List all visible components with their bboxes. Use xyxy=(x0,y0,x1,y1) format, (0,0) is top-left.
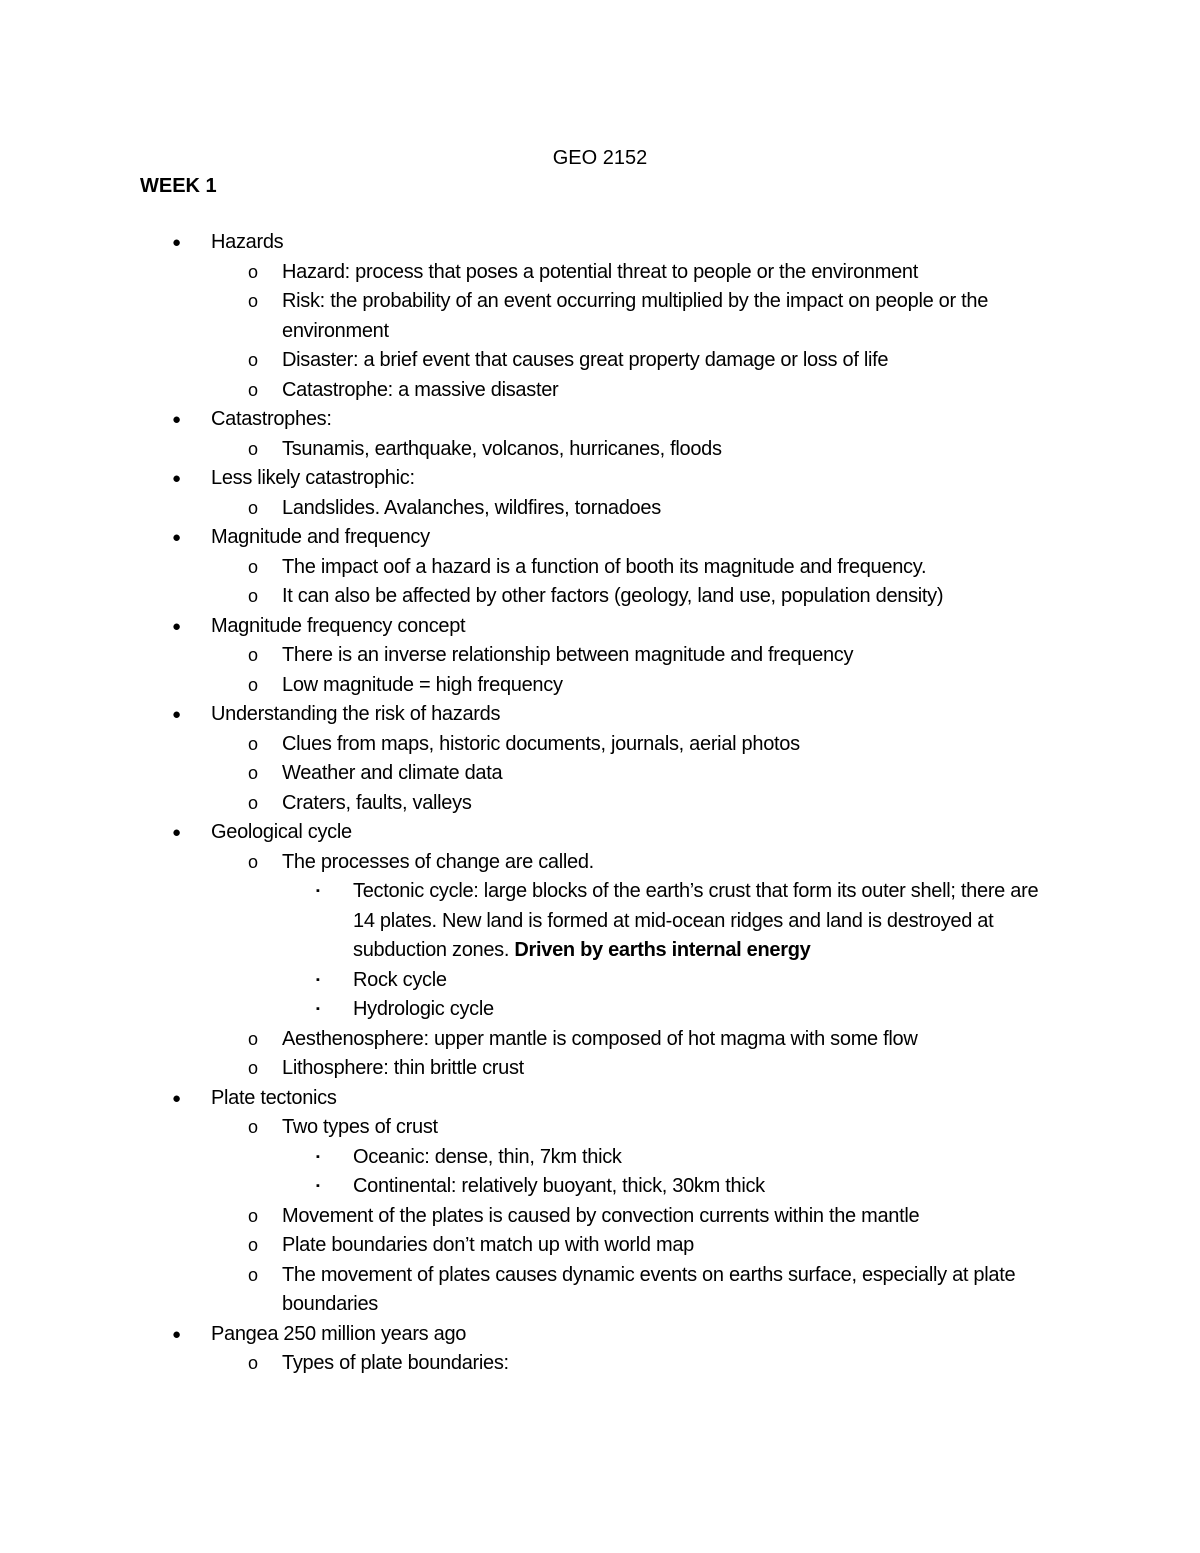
list-item xyxy=(0,1025,1200,1055)
bullet-circle-icon: o xyxy=(248,1058,258,1078)
list-item-text xyxy=(282,671,1050,701)
list-item-text xyxy=(282,346,1050,376)
list-item-text-content: Understanding the risk of hazards xyxy=(211,703,501,725)
list-item xyxy=(0,1231,1200,1261)
bullet-dot-icon: ● xyxy=(172,617,181,635)
list-item xyxy=(0,641,1200,671)
list-item-text xyxy=(282,1231,1050,1261)
list-item-text xyxy=(211,405,1080,435)
bullet-circle-icon: o xyxy=(248,1117,258,1137)
list-item-text xyxy=(282,1202,1050,1232)
list-item-text-content: The impact oof a hazard is a function of booth its magnitude and frequency. xyxy=(282,555,927,578)
list-item-text xyxy=(282,730,1050,760)
list-item xyxy=(0,1349,1200,1379)
list-item xyxy=(0,818,1200,848)
bullet-circle-icon: o xyxy=(248,763,258,783)
list-item-text xyxy=(282,1113,1050,1143)
list-item-text xyxy=(282,494,1050,524)
list-item xyxy=(0,1054,1200,1084)
list-item-text-content: Hazard: process that poses a potential threat to people or the environment xyxy=(282,260,918,283)
bullet-circle-icon: o xyxy=(248,586,258,606)
list-item xyxy=(0,612,1200,642)
list-item-text-content: Lithosphere: thin brittle crust xyxy=(282,1057,524,1079)
list-item-text xyxy=(282,582,1050,612)
list-item xyxy=(0,376,1200,406)
list-item xyxy=(0,346,1200,376)
list-item-text-content: Movement of the plates is caused by convection currents within the mantle xyxy=(282,1204,920,1227)
bullet-circle-icon: o xyxy=(248,261,258,282)
bullet-circle-icon: o xyxy=(248,497,258,518)
list-item-text-content: Risk: the probability of an event occurring multiplied by the impact on people or the environment xyxy=(282,290,989,342)
list-item-text-content: Plate boundaries don’t match up with world map xyxy=(282,1234,694,1256)
list-item-text xyxy=(282,435,1050,465)
bullet-square-icon: ▪ xyxy=(316,1003,320,1015)
bullet-circle-icon: o xyxy=(248,379,258,400)
list-item xyxy=(0,582,1200,612)
list-item-text xyxy=(353,966,1050,996)
bullet-circle-icon: o xyxy=(248,1235,258,1255)
list-item xyxy=(0,848,1200,878)
bullet-dot-icon: ● xyxy=(172,411,181,428)
list-item-text-content: Aesthenosphere: upper mantle is composed of hot magma with some flow xyxy=(282,1027,918,1050)
bullet-dot-icon: ● xyxy=(172,470,181,487)
list-item-text-content: There is an inverse relationship between magnitude and frequency xyxy=(282,644,854,666)
list-item xyxy=(0,228,1200,258)
list-item xyxy=(0,1084,1200,1114)
list-item-text xyxy=(353,995,1050,1025)
bullet-circle-icon: o xyxy=(248,556,258,577)
bullet-circle-icon: o xyxy=(248,1353,258,1373)
list-item-text-content: Two types of crust xyxy=(282,1116,438,1138)
list-item-text xyxy=(211,700,1080,730)
list-item-text xyxy=(211,523,1080,553)
list-item-text xyxy=(282,641,1050,671)
bullet-square-icon: ▪ xyxy=(316,1180,320,1192)
bullet-circle-icon: o xyxy=(248,733,258,754)
week-heading: WEEK 1 xyxy=(140,175,217,197)
list-item-text-content: Pangea 250 million years ago xyxy=(211,1322,467,1345)
list-item-text-content: Disaster: a brief event that causes great property damage or loss of life xyxy=(282,349,889,371)
list-item xyxy=(0,1320,1200,1350)
list-item-text xyxy=(282,1054,1050,1084)
list-item xyxy=(0,494,1200,524)
list-item xyxy=(0,553,1200,583)
bullet-square-icon: ▪ xyxy=(316,1150,320,1163)
list-item-text-content: Catastrophe: a massive disaster xyxy=(282,378,559,401)
list-item-text-content: Tsunamis, earthquake, volcanos, hurricanes, floods xyxy=(282,437,722,460)
bullet-circle-icon: o xyxy=(248,350,258,370)
list-item xyxy=(0,1261,1200,1320)
emphasized-text: Driven by earths internal energy xyxy=(514,939,811,961)
list-item xyxy=(0,523,1200,553)
list-item-text-content: Less likely catastrophic: xyxy=(211,467,415,489)
bullet-dot-icon: ● xyxy=(172,824,181,841)
bullet-square-icon: ▪ xyxy=(316,885,320,897)
list-item xyxy=(0,405,1200,435)
list-item-text xyxy=(282,1025,1050,1055)
list-item-text-content: Magnitude frequency concept xyxy=(211,614,466,637)
list-item-text xyxy=(353,877,1050,966)
list-item-text xyxy=(211,228,1080,258)
list-item-text-content: Magnitude and frequency xyxy=(211,526,430,548)
list-item xyxy=(0,1113,1200,1143)
list-item-text-content: The movement of plates causes dynamic events on earths surface, especially at plate boundaries xyxy=(282,1263,1016,1315)
list-item-text xyxy=(282,258,1050,288)
list-item xyxy=(0,1143,1200,1173)
list-item xyxy=(0,995,1200,1025)
list-item-text-content: Craters, faults, valleys xyxy=(282,791,472,814)
list-item-text xyxy=(282,1261,1050,1320)
list-item-text-content: Hazards xyxy=(211,231,284,253)
list-item xyxy=(0,700,1200,730)
list-item xyxy=(0,1202,1200,1232)
list-item xyxy=(0,287,1200,346)
list-item-text xyxy=(282,287,1050,346)
list-item xyxy=(0,258,1200,288)
list-item-text xyxy=(353,1172,1050,1202)
list-item-text xyxy=(282,848,1050,878)
list-item-text xyxy=(353,1143,1050,1173)
list-item-text-content: Catastrophes: xyxy=(211,408,332,430)
bullet-circle-icon: o xyxy=(248,1205,258,1226)
list-item xyxy=(0,464,1200,494)
list-item xyxy=(0,789,1200,819)
bullet-dot-icon: ● xyxy=(172,234,181,251)
list-item-text-content: Continental: relatively buoyant, thick, 30km thick xyxy=(353,1175,765,1197)
list-item-text xyxy=(211,818,1080,848)
list-item-text xyxy=(282,553,1050,583)
notes-list xyxy=(0,228,1200,1379)
list-item-text-content: The processes of change are called. xyxy=(282,850,594,873)
list-item-text xyxy=(211,612,1080,642)
list-item-text-content: Types of plate boundaries: xyxy=(282,1352,509,1374)
document-title: GEO 2152 xyxy=(552,147,648,169)
list-item-text-content: Plate tectonics xyxy=(211,1086,337,1109)
bullet-circle-icon: o xyxy=(248,1028,258,1049)
list-item-text xyxy=(282,1349,1050,1379)
bullet-square-icon: ▪ xyxy=(316,973,320,986)
bullet-dot-icon: ● xyxy=(172,529,181,546)
list-item xyxy=(0,671,1200,701)
list-item-text xyxy=(211,1084,1080,1114)
list-item xyxy=(0,877,1200,966)
bullet-circle-icon: o xyxy=(248,851,258,872)
list-item-text xyxy=(282,376,1050,406)
bullet-circle-icon: o xyxy=(248,1264,258,1285)
list-item-text-content: Clues from maps, historic documents, journals, aerial photos xyxy=(282,732,800,755)
list-item-text-content: Geological cycle xyxy=(211,821,352,843)
bullet-dot-icon: ● xyxy=(172,1089,181,1107)
bullet-circle-icon: o xyxy=(248,291,258,311)
bullet-dot-icon: ● xyxy=(172,1325,181,1343)
list-item-text-content: Weather and climate data xyxy=(282,762,503,784)
list-item xyxy=(0,1172,1200,1202)
list-item-text-content: It can also be affected by other factors (geology, land use, population density) xyxy=(282,585,944,607)
list-item-text-content: Oceanic: dense, thin, 7km thick xyxy=(353,1145,622,1168)
list-item xyxy=(0,730,1200,760)
list-item xyxy=(0,759,1200,789)
bullet-circle-icon: o xyxy=(248,792,258,813)
list-item-text xyxy=(211,1320,1080,1350)
list-item-text-content: Landslides. Avalanches, wildfires, tornadoes xyxy=(282,496,661,519)
bullet-circle-icon: o xyxy=(248,674,258,695)
list-item-text-content: Tectonic cycle: large blocks of the earth’s crust that form its outer shell; there are 14 plates. New land is formed at mid-ocean ridges and land is destroyed at subduction zones. xyxy=(353,880,1039,961)
list-item-text xyxy=(282,759,1050,789)
list-item-text xyxy=(211,464,1080,494)
list-item-text-content: Rock cycle xyxy=(353,968,447,991)
bullet-circle-icon: o xyxy=(248,645,258,665)
list-item-text xyxy=(282,789,1050,819)
list-item-text-content: Low magnitude = high frequency xyxy=(282,673,563,696)
list-item xyxy=(0,435,1200,465)
list-item-text-content: Hydrologic cycle xyxy=(353,998,494,1020)
bullet-dot-icon: ● xyxy=(172,706,181,723)
bullet-circle-icon: o xyxy=(248,438,258,459)
list-item xyxy=(0,966,1200,996)
